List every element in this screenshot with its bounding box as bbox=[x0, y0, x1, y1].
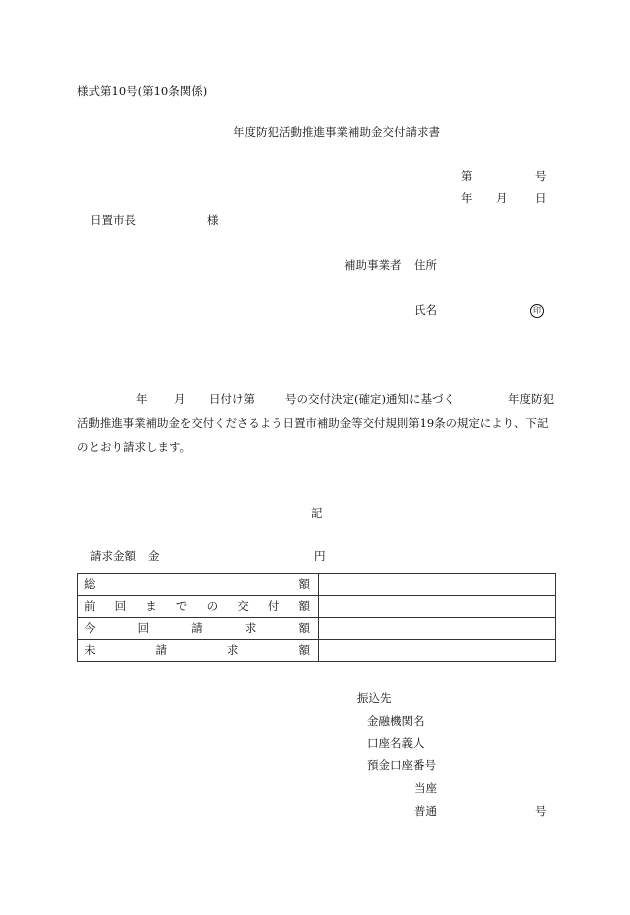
label-char: 額 bbox=[298, 620, 310, 635]
label-char: 求 bbox=[227, 642, 239, 657]
bank-account-holder-label: 口座名義人 bbox=[367, 736, 425, 750]
bank-account-number-label: 預金口座番号 bbox=[367, 758, 436, 772]
seal-icon bbox=[530, 304, 544, 318]
label-char: 回 bbox=[137, 620, 150, 635]
table-row bbox=[78, 596, 556, 618]
claim-amount-label: 請求金額 bbox=[90, 549, 136, 563]
table-row-value[interactable] bbox=[319, 596, 556, 618]
date-month: 月 bbox=[496, 191, 508, 205]
doc-number-suffix: 号 bbox=[535, 169, 547, 183]
table-row-label bbox=[78, 574, 319, 596]
seal-mark: 印 bbox=[530, 304, 544, 318]
body-line-3: のとおり請求します。 bbox=[77, 440, 192, 454]
doc-number-prefix: 第 bbox=[461, 169, 473, 183]
label-char: で bbox=[175, 598, 188, 613]
body-part-month: 月 bbox=[174, 392, 186, 406]
label-char: 交 bbox=[237, 598, 249, 613]
claim-amount-yen: 円 bbox=[314, 549, 326, 563]
label-char: 請 bbox=[155, 642, 167, 657]
addressee-honorific: 様 bbox=[207, 213, 219, 227]
label-char: 回 bbox=[114, 598, 127, 613]
claim-amount-kin: 金 bbox=[148, 549, 160, 563]
label-char: 額 bbox=[298, 598, 310, 613]
table-row-label bbox=[78, 618, 319, 640]
table-row-value[interactable] bbox=[319, 574, 556, 596]
bank-institution-label: 金融機関名 bbox=[367, 714, 425, 728]
body-part-year: 年 bbox=[136, 392, 148, 406]
table-row bbox=[78, 618, 556, 640]
bank-number-suffix: 号 bbox=[535, 804, 547, 818]
label-char: の bbox=[206, 598, 219, 613]
addressee-name: 日置市長 bbox=[90, 213, 136, 227]
label-char: 総 bbox=[84, 576, 96, 591]
form-number: 様式第10号(第10条関係) bbox=[77, 84, 208, 98]
label-char: 額 bbox=[298, 642, 310, 657]
document-title: 年度防犯活動推進事業補助金交付請求書 bbox=[233, 125, 440, 139]
label-char: ま bbox=[145, 598, 157, 613]
table-row-value[interactable] bbox=[319, 618, 556, 640]
label-char: 前 bbox=[84, 598, 96, 613]
table-row bbox=[78, 640, 556, 662]
label-char: 請 bbox=[191, 620, 203, 635]
label-char: 求 bbox=[244, 620, 257, 635]
label-char: 今 bbox=[84, 620, 96, 635]
body-part-notice: 号の交付決定(確定)通知に基づく bbox=[285, 392, 455, 406]
date-day: 日 bbox=[535, 191, 547, 205]
label-char: 額 bbox=[298, 576, 310, 591]
bank-ordinary-account: 普通 bbox=[414, 804, 437, 818]
body-line-2: 活動推進事業補助金を交付くださるよう日置市補助金等交付規則第19条の規定により、下記 bbox=[77, 416, 549, 430]
body-part-fiscal: 年度防犯 bbox=[508, 392, 554, 406]
applicant-address-label: 住所 bbox=[414, 258, 437, 272]
body-part-dated: 日付け第 bbox=[209, 392, 255, 406]
amount-table bbox=[77, 573, 556, 662]
label-char: 未 bbox=[84, 642, 96, 657]
table-row-label bbox=[78, 596, 319, 618]
date-year: 年 bbox=[461, 191, 473, 205]
table-row bbox=[78, 574, 556, 596]
applicant-role: 補助事業者 bbox=[344, 258, 402, 272]
bank-heading: 振込先 bbox=[357, 691, 392, 705]
label-char: 付 bbox=[267, 598, 280, 613]
table-row-label bbox=[78, 640, 319, 662]
bank-current-account: 当座 bbox=[414, 781, 437, 795]
ki-heading: 記 bbox=[311, 506, 323, 520]
table-row-value[interactable] bbox=[319, 640, 556, 662]
applicant-name-label: 氏名 bbox=[414, 303, 437, 317]
